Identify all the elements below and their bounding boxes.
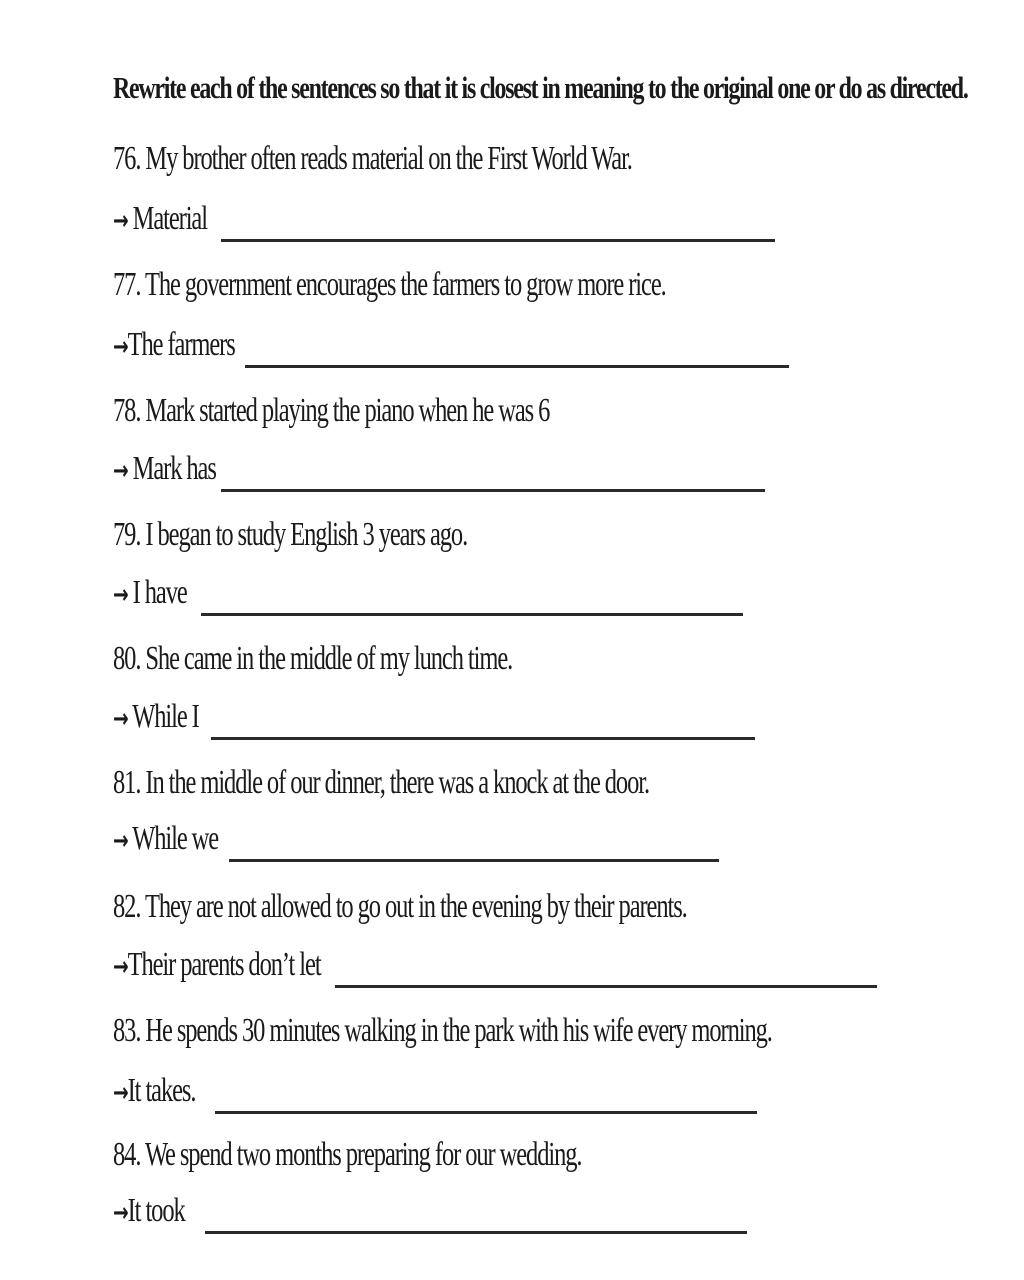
instruction-heading: Rewrite each of the sentences so that it is closest in meaning to the original one or do as directed. [113, 70, 968, 105]
answer-lead: → I have [113, 574, 187, 611]
question-76 [113, 128, 834, 178]
arrow-icon: → [113, 580, 128, 610]
answer-row-81 [113, 812, 719, 862]
arrow-icon: → [113, 1198, 128, 1228]
answer-row-77 [113, 318, 789, 368]
answer-blank-80[interactable] [211, 737, 755, 740]
arrow-icon: → [113, 206, 128, 236]
question-text: 78. Mark started playing the piano when he was 6 [113, 392, 550, 429]
answer-lead: → Material [113, 200, 207, 237]
arrow-icon: → [113, 332, 128, 362]
arrow-icon: → [113, 456, 128, 486]
answer-blank-83[interactable] [215, 1111, 757, 1114]
answer-blank-79[interactable] [201, 613, 743, 616]
answer-row-80 [113, 690, 755, 740]
answer-lead: →Their parents don’t let [113, 946, 321, 983]
answer-lead: →The farmers [113, 326, 235, 363]
question-text: 81. In the middle of our dinner, there was a knock at the door. [113, 764, 650, 801]
answer-blank-81[interactable] [229, 859, 719, 862]
arrow-icon: → [113, 1078, 128, 1108]
answer-blank-76[interactable] [221, 239, 775, 242]
question-text: 80. She came in the middle of my lunch time. [113, 640, 513, 677]
answer-blank-77[interactable] [245, 365, 789, 368]
answer-lead: →It takes. [113, 1072, 196, 1109]
arrow-icon: → [113, 826, 128, 856]
answer-row-84 [113, 1184, 747, 1234]
question-82 [113, 876, 910, 926]
answer-lead: → While we [113, 820, 219, 857]
answer-lead: → Mark has [113, 450, 216, 487]
question-text: 83. He spends 30 minutes walking in the park with his wife every morning. [113, 1012, 772, 1049]
question-77 [113, 254, 881, 304]
answer-blank-78[interactable] [221, 489, 765, 492]
answer-row-82 [113, 938, 877, 988]
question-text: 79. I began to study English 3 years ago. [113, 516, 468, 553]
question-text: 82. They are not allowed to go out in the evening by their parents. [113, 888, 687, 925]
answer-blank-84[interactable] [205, 1231, 747, 1234]
question-84 [113, 1124, 764, 1174]
answer-lead: →It took [113, 1192, 185, 1229]
question-83 [113, 1000, 1024, 1050]
arrow-icon: → [113, 704, 128, 734]
answer-row-83 [113, 1064, 757, 1114]
question-80 [113, 628, 667, 678]
answer-row-78 [113, 442, 765, 492]
question-78 [113, 380, 719, 430]
question-79 [113, 504, 605, 554]
answer-lead: → While I [113, 698, 199, 735]
arrow-icon: → [113, 952, 128, 982]
answer-row-79 [113, 566, 743, 616]
question-81 [113, 752, 857, 802]
question-text: 84. We spend two months preparing for our wedding. [113, 1136, 582, 1173]
answer-row-76 [113, 192, 775, 242]
question-text: 76. My brother often reads material on the First World War. [113, 140, 632, 177]
answer-blank-82[interactable] [335, 985, 877, 988]
question-text: 77. The government encourages the farmers to grow more rice. [113, 266, 666, 303]
